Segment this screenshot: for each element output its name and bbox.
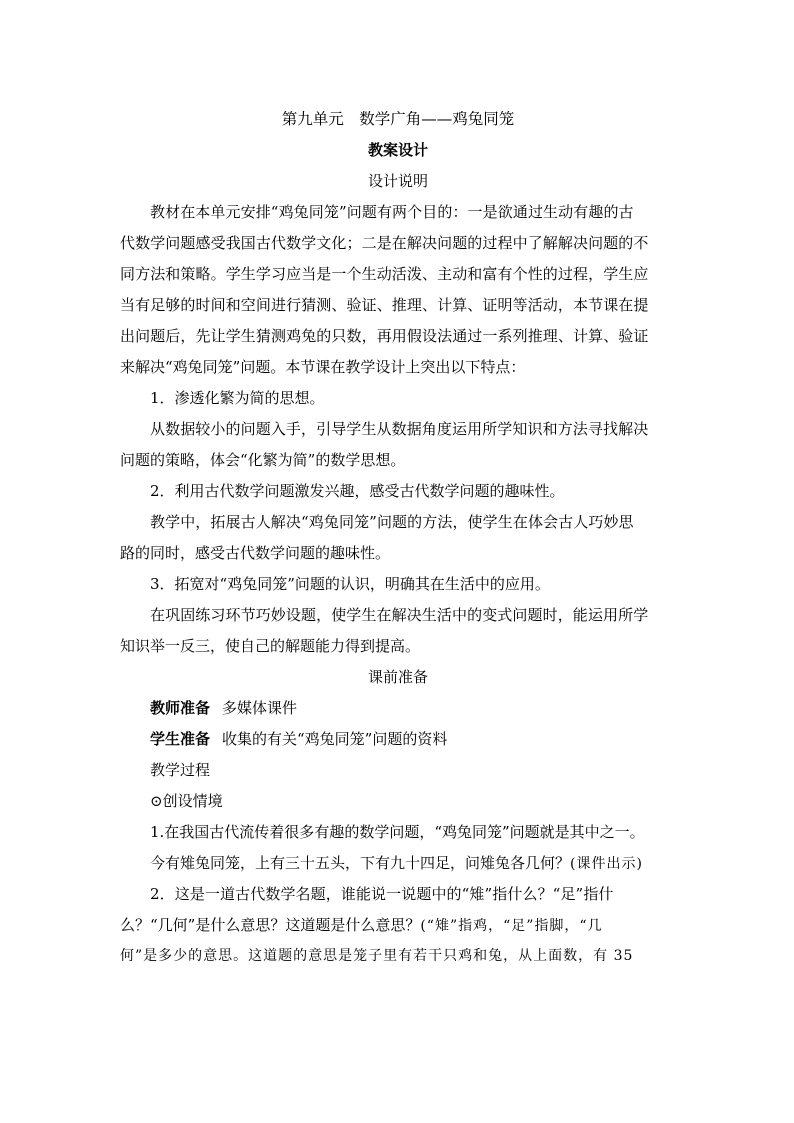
section-heading-design: 设计说明 [367,172,428,190]
step-note: (“雉”指鸡，“足”指脚，“几 [420,918,603,934]
teacher-prep-row [120,693,676,724]
section-heading-prep: 课前准备 [367,668,428,686]
step-note-line: 何”是多少的意思。这道题的意思是笼子里有若干只鸡和兔，从上面数，有 35 [120,948,634,964]
point-line: 从数据较小的问题入手，引导学生从数据角度运用所学知识和方法寻找解决 [150,420,649,438]
point-line: 在巩固练习环节巧妙设题，使学生在解决生活中的变式问题时，能运用所学 [150,606,649,624]
step-text: 么？“几何”是什么意思？这道题是什么意思？ [120,916,421,934]
step-note: (课件出示) [570,856,643,872]
intro-line: 教材在本单元安排“鸡兔同笼”问题有两个目的：一是欲通过生动有趣的古 [150,203,634,221]
student-prep-label: 学生准备 [150,730,211,748]
point-heading: 1．渗透化繁为简的思想。 [150,389,325,407]
point-heading: 2．利用古代数学问题激发兴趣，感受古代数学问题的趣味性。 [150,482,565,500]
subtitle: 教案设计 [367,141,428,159]
page-title: 第九单元 数学广角——鸡兔同笼 [281,110,515,128]
teacher-prep-label: 教师准备 [150,699,211,717]
point-line: 问题的策略，体会“化繁为简”的数学思想。 [120,451,406,469]
point-line: 知识举一反三，使自己的解题能力得到提高。 [120,637,421,655]
step-line: 2．这是一道古代数学名题，谁能说一说题中的“雉”指什么？“足”指什 [150,885,614,903]
student-prep-value: 收集的有关“鸡兔同笼”问题的资料 [222,730,448,748]
process-heading: 教学过程 [150,761,211,779]
step-line [120,910,676,941]
intro-line: 来解决“鸡兔同笼”问题。本节课在教学设计上突出以下特点： [120,358,526,376]
point-line: 教学中，拓展古人解决“鸡兔同笼”问题的方法，使学生在体会古人巧妙思 [150,513,634,531]
step-line: 1.在我国古代流传着很多有趣的数学问题，“鸡兔同笼”问题就是其中之一。 [150,823,645,841]
teacher-prep-value: 多媒体课件 [222,699,298,717]
intro-line: 代数学问题感受我国古代数学文化；二是在解决问题的过程中了解解决问题的不 [120,234,649,252]
step-line [120,848,676,879]
scenario-heading: ⊙创设情境 [150,792,223,810]
step-text: 今有雉兔同笼，上有三十五头，下有九十四足，问雉兔各几何？ [150,854,571,872]
point-line: 路的同时，感受古代数学问题的趣味性。 [120,544,391,562]
point-heading: 3．拓宽对“鸡兔同笼”问题的认识，明确其在生活中的应用。 [150,575,550,593]
intro-line: 出问题后，先让学生猜测鸡兔的只数，再用假设法通过一系列推理、计算、验证 [120,327,649,345]
document-page [120,104,676,972]
student-prep-row [120,724,676,755]
intro-line: 当有足够的时间和空间进行猜测、验证、推理、计算、证明等活动，本节课在提 [120,296,649,314]
intro-line: 同方法和策略。学生学习应当是一个生动活泼、主动和富有个性的过程，学生应 [120,265,649,283]
